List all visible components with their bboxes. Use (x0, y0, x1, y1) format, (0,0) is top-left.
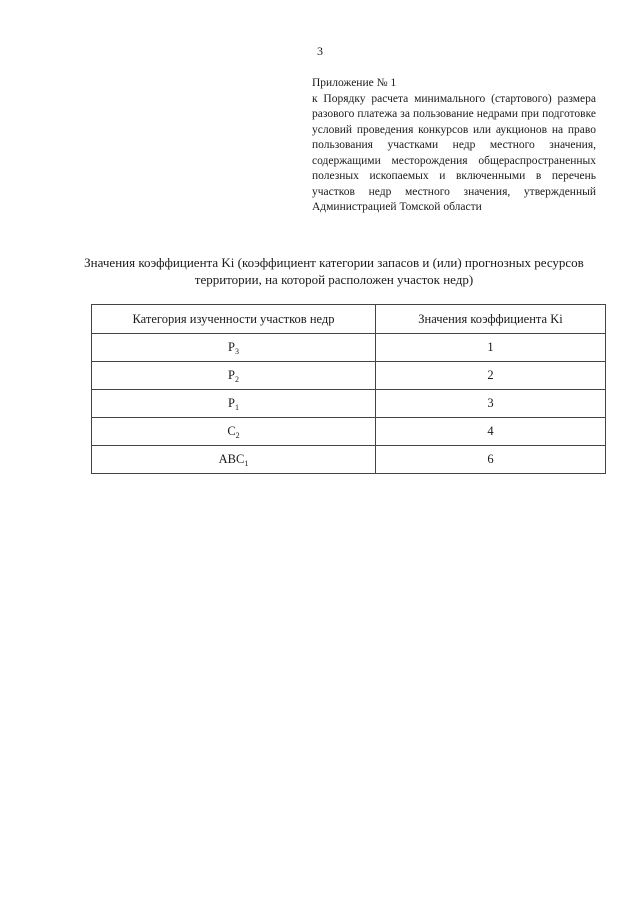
page-number: 3 (317, 44, 323, 58)
value-cell: 6 (376, 446, 606, 474)
category-subscript: 1 (244, 459, 249, 468)
appendix-block (312, 76, 596, 216)
category-cell (92, 390, 376, 418)
category-label: P (228, 396, 235, 410)
category-subscript: 1 (234, 403, 239, 412)
table-heading: Значения коэффициента Ki (коэффициент категории запасов и (или) прогнозных ресурсов территории, на которой расположен участок недр) (84, 255, 584, 287)
column-header-category: Категория изученности участков недр (92, 305, 376, 334)
table-row (92, 418, 606, 446)
appendix-body: к Порядку расчета минимального (стартового) размера разового платежа за пользование недрами при подготовке условий проведения конкурсов или аукционов на право пользования участками недр местного значения, содержащими месторождения общераспространенных полезных ископаемых и включенными в перечень участков недр местного значения, утвержденный Администрацией Томской области (312, 92, 596, 213)
category-label: P (228, 340, 235, 354)
coefficient-table (91, 304, 606, 474)
appendix-title: Приложение № 1 (312, 77, 397, 89)
value-cell: 2 (376, 362, 606, 390)
category-cell (92, 334, 376, 362)
category-subscript: 2 (234, 375, 239, 384)
table-row (92, 446, 606, 474)
table-row (92, 362, 606, 390)
category-cell (92, 362, 376, 390)
table-row (92, 390, 606, 418)
category-cell (92, 418, 376, 446)
column-header-value: Значения коэффициента Ki (376, 305, 606, 334)
category-subscript: 2 (235, 431, 240, 440)
category-label: P (228, 368, 235, 382)
table-header-row (92, 305, 606, 334)
category-label: C (227, 424, 236, 438)
value-cell: 3 (376, 390, 606, 418)
category-cell (92, 446, 376, 474)
value-cell: 4 (376, 418, 606, 446)
category-label: ABC (218, 452, 245, 466)
category-subscript: 3 (234, 347, 239, 356)
table-row (92, 334, 606, 362)
value-cell: 1 (376, 334, 606, 362)
